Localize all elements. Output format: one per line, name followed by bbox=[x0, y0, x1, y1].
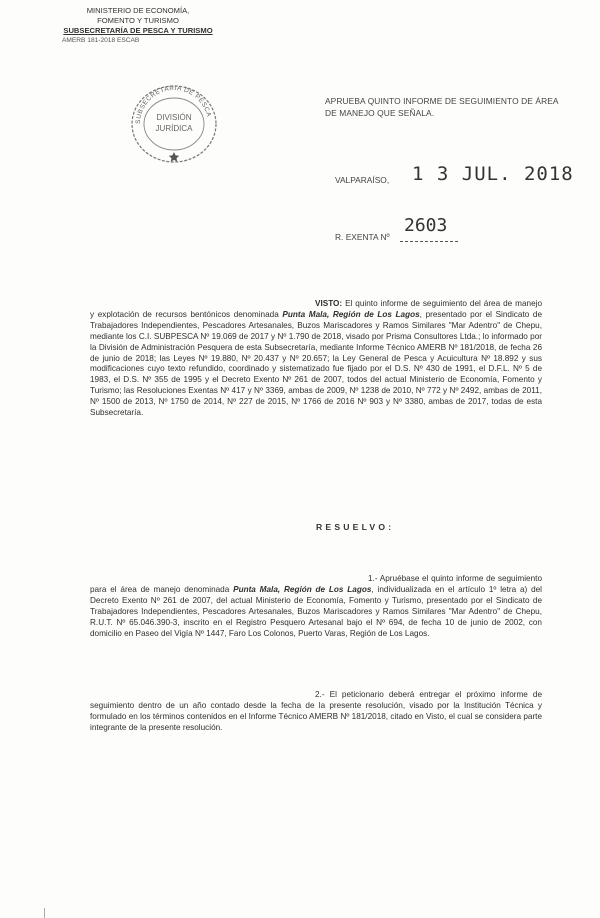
letterhead-ministry: MINISTERIO DE ECONOMÍA, bbox=[86, 6, 190, 15]
visto-label: VISTO: bbox=[315, 299, 343, 308]
letterhead-ministry-line2: FOMENTO Y TURISMO bbox=[97, 16, 179, 25]
visto-area-name: Punta Mala, Región de Los Lagos bbox=[282, 309, 420, 319]
resolution-number-line bbox=[400, 241, 458, 242]
point1-text-2: , individualizada en el artículo 1º letra a) del Decreto Exento Nº 261 de 2007, del actual Ministerio de Economía, Fomento y Turismo, presentado por el Sindicato de Trabajadores Independientes, Pescadores Artesanales, Buzos Mariscadores y Ramos Similares "Mar Adentro" de Chepu, R.U.T. Nº 65.046.390-3, inscrito en el Registro Pesquero Artesanal bajo el Nº 694, de fecha 10 de junio de 2002, con domicilio en Paseo del Vigía Nº 1447, Faro Los Colonos, Puerto Varas, Región de Los Lagos. bbox=[90, 584, 542, 638]
point1-text-1: 1.- Apruébase el quinto informe de seguimiento para el área de manejo denominada bbox=[90, 574, 542, 594]
division-juridica-seal bbox=[118, 76, 230, 172]
letterhead-subsecretariat: SUBSECRETARÍA DE PESCA Y TURISMO bbox=[63, 26, 213, 35]
seal-center-line1: DIVISIÓN bbox=[156, 113, 192, 122]
seal-center-line2: JURÍDICA bbox=[155, 124, 193, 133]
letterhead-reference: AMERB 181-2018 ESCAB bbox=[62, 37, 140, 44]
scan-edge-mark bbox=[44, 908, 45, 918]
seal-star-icon bbox=[169, 152, 179, 162]
place-label: VALPARAÍSO, bbox=[335, 175, 390, 185]
resuelvo-heading: RESUELVO: bbox=[316, 522, 395, 532]
resolution-label: R. EXENTA Nº bbox=[335, 232, 390, 242]
resolution-point-2: 2.- El peticionario deberá entregar el próximo informe de seguimiento dentro de un año contado desde la fecha de la presente resolución, visado por la Institución Técnica y formulado en los términos contenidos en el Informe Técnico AMERB Nº 181/2018, citado en Visto, el cual se considera parte integrante de la presente resolución. bbox=[90, 690, 542, 732]
seal-ring-text: SUBSECRETARIA DE PESCA bbox=[134, 84, 213, 125]
point1-area-name: Punta Mala, Región de Los Lagos bbox=[233, 584, 372, 594]
resolution-subject: APRUEBA QUINTO INFORME DE SEGUIMIENTO DE ÁREA DE MANEJO QUE SEÑALA. bbox=[325, 96, 559, 118]
letterhead bbox=[38, 6, 238, 46]
visto-text-2: , presentado por el Sindicato de Trabajadores Independientes, Pescadores Artesanales, Buzos Mariscadores y Ramos Similares "Mar Adentro" de Chepu, mediante los C.I. SUBPESCA Nº 19.069 de 2017 y Nº 1.790 de 2018, visado por Prisma Consultores Ltda.; lo informado por la División de Administración Pesquera de esta Subsecretaría, mediante Informe Técnico AMERB Nº 181/2018, de fecha 26 de junio de 2018; las Leyes Nº 19.880, Nº 20.437 y Nº 20.657; la Ley General de Pesca y Acuicultura Nº 18.892 y sus modificaciones cuyo texto refundido, coordinado y sistematizado fue fijado por el D.S. Nº 430 de 1991, el D.F.L. Nº 5 de 1983, el D.S. Nº 355 de 1995 y el Decreto Exento Nº 261 de 2007, todos del actual Ministerio de Economía, Fomento y Turismo; las Resoluciones Exentas Nº 417 y Nº 3369, ambas de 2009, Nº 1238 de 2010, Nº 772 y Nº 2492, ambas de 2011, Nº 1500 de 2013, Nº 1750 de 2014, Nº 227 de 2015, Nº 1766 de 2016 Nº 903 y Nº 3380, ambas de 2017, todas de esta Subsecretaría. bbox=[90, 309, 542, 418]
visto-paragraph bbox=[90, 299, 542, 419]
date-stamp: 1 3 JUL. 2018 bbox=[412, 163, 574, 185]
visto-text-1: El quinto informe de seguimiento del área de manejo y explotación de recursos bentónicos denominada bbox=[90, 299, 542, 319]
resolution-number: 2603 bbox=[404, 215, 448, 236]
resolution-point-1 bbox=[90, 574, 542, 639]
